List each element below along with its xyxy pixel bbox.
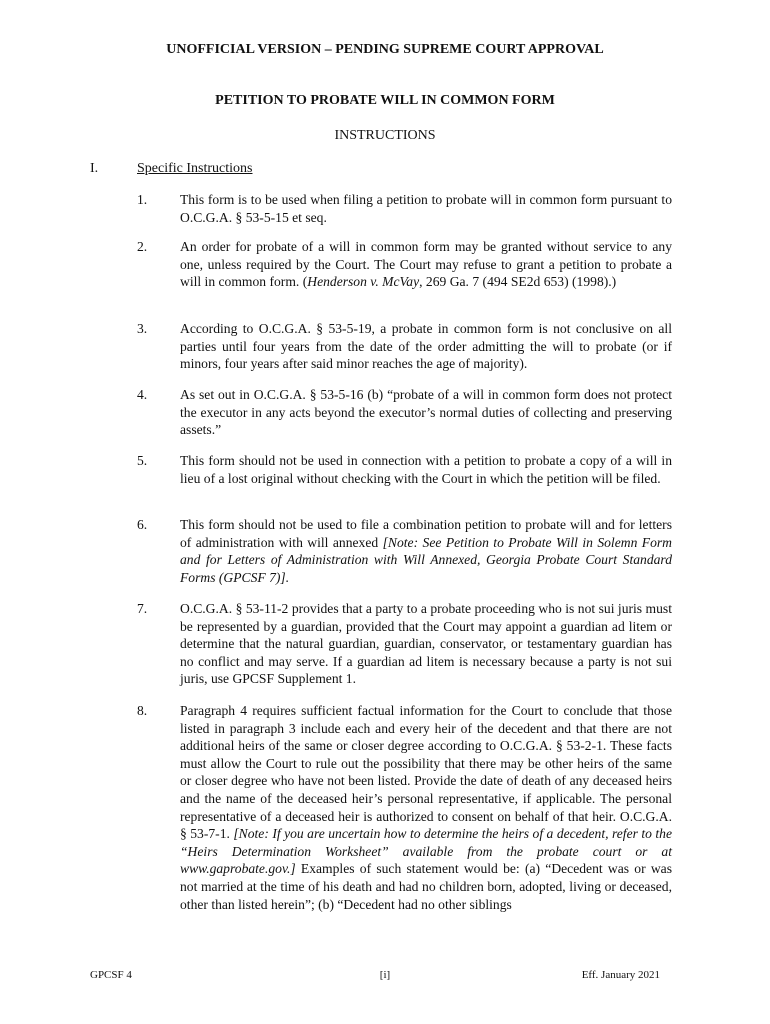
text-run: Paragraph 4 requires sufficient factual information for the Court to conclude that those listed in paragraph 3 include each and every heir of the decedent and that there are not additional heirs of the same or closer degree according to O.C.G.A. § 53-2-1. These facts must allow the Court to rule out the possibility that there may be other heirs of the same or closer degree who have not been listed. Provide the date of death of any deceased heirs and the name of the deceased heir’s personal representative, if applicable. The personal representative of a deceased heir is authorized to consent on behalf of that heir. O.C.G.A. § 53-7-1. xyxy=(180,703,672,842)
list-item-number: 7. xyxy=(137,601,148,616)
list-item-text xyxy=(180,516,672,586)
text-run: Examples of such statement would be: (a) “Decedent was or was not married at the time of his death and had no children born, adopted, living or deceased, other than listed herein”; (b) “Decedent had no other siblings xyxy=(180,861,672,912)
list-item-text xyxy=(180,238,672,291)
text-run: O.C.G.A. § 53-11-2 provides that a party to a probate proceeding who is not sui juris must be represented by a guardian, provided that the Court may appoint a guardian ad litem or determine that the natural guardian, guardian, conservator, or testamentary guardian has no conflict and may serve. If a guardian ad litem is necessary because a party is not sui juris, use GPCSF Supplement 1. xyxy=(180,601,672,687)
list-item-number: 5. xyxy=(137,453,148,468)
text-run: According to O.C.G.A. § 53-5-19, a probate in common form is not conclusive on all parties until four years from the date of the order admitting the will to probate (or if minors, four years after said minor reaches the age of majority). xyxy=(180,321,672,372)
list-item-text xyxy=(180,320,672,373)
list-item-number: 6. xyxy=(137,517,148,532)
text-run: , 269 Ga. 7 (494 SE2d 653) (1998).) xyxy=(419,274,617,290)
list-item-number: 4. xyxy=(137,387,148,402)
footer-effective-date: Eff. January 2021 xyxy=(581,969,660,981)
italic-citation: [Note: See Petition to Probate Will in Solemn Form and for Letters of Administration with Will Annexed, Georgia Probate Court Standard Forms (GPCSF 7)]. xyxy=(180,534,672,585)
italic-citation: Henderson v. McVay xyxy=(307,274,420,290)
list-item-text xyxy=(180,702,672,913)
text-run: This form should not be used in connection with a petition to probate a copy of a will in lieu of a lost original without checking with the Court in which the petition will be filed. xyxy=(180,453,672,486)
text-run: This form is to be used when filing a petition to probate will in common form pursuant to O.C.G.A. § 53-5-15 et seq. xyxy=(180,192,672,225)
instructions-heading: INSTRUCTIONS xyxy=(334,128,436,143)
footer-form-id: GPCSF 4 xyxy=(90,969,132,981)
footer-page-number: [i] xyxy=(379,969,391,981)
list-item-number: 8. xyxy=(137,703,148,718)
list-item-number: 2. xyxy=(137,239,148,254)
unofficial-version-header: UNOFFICIAL VERSION – PENDING SUPREME COURT APPROVAL xyxy=(166,42,604,57)
text-run: This form should not be used to file a combination petition to probate will and for letters of administration with will annexed xyxy=(180,517,672,550)
list-item-text xyxy=(180,452,672,487)
italic-citation: [Note: If you are uncertain how to determine the heirs of a decedent, refer to the “Heirs Determination Worksheet” available from the probate court or at www.gaprobate.gov.] xyxy=(180,826,673,877)
form-title: PETITION TO PROBATE WILL IN COMMON FORM xyxy=(215,93,555,108)
text-run: An order for probate of a will in common form may be granted without service to any one, unless required by the Court. The Court may refuse to grant a petition to probate a will in common form. ( xyxy=(180,239,672,290)
list-item-number: 1. xyxy=(137,192,148,207)
section-number: I. xyxy=(90,161,99,176)
text-run: As set out in O.C.G.A. § 53-5-16 (b) “probate of a will in common form does not protect the executor in any acts beyond the executor’s normal duties of collecting and preserving assets.” xyxy=(180,387,672,438)
list-item-text xyxy=(180,386,672,439)
section-title: Specific Instructions xyxy=(137,161,253,176)
list-item-number: 3. xyxy=(137,321,148,336)
list-item-text xyxy=(180,191,672,226)
list-item-text xyxy=(180,600,672,688)
